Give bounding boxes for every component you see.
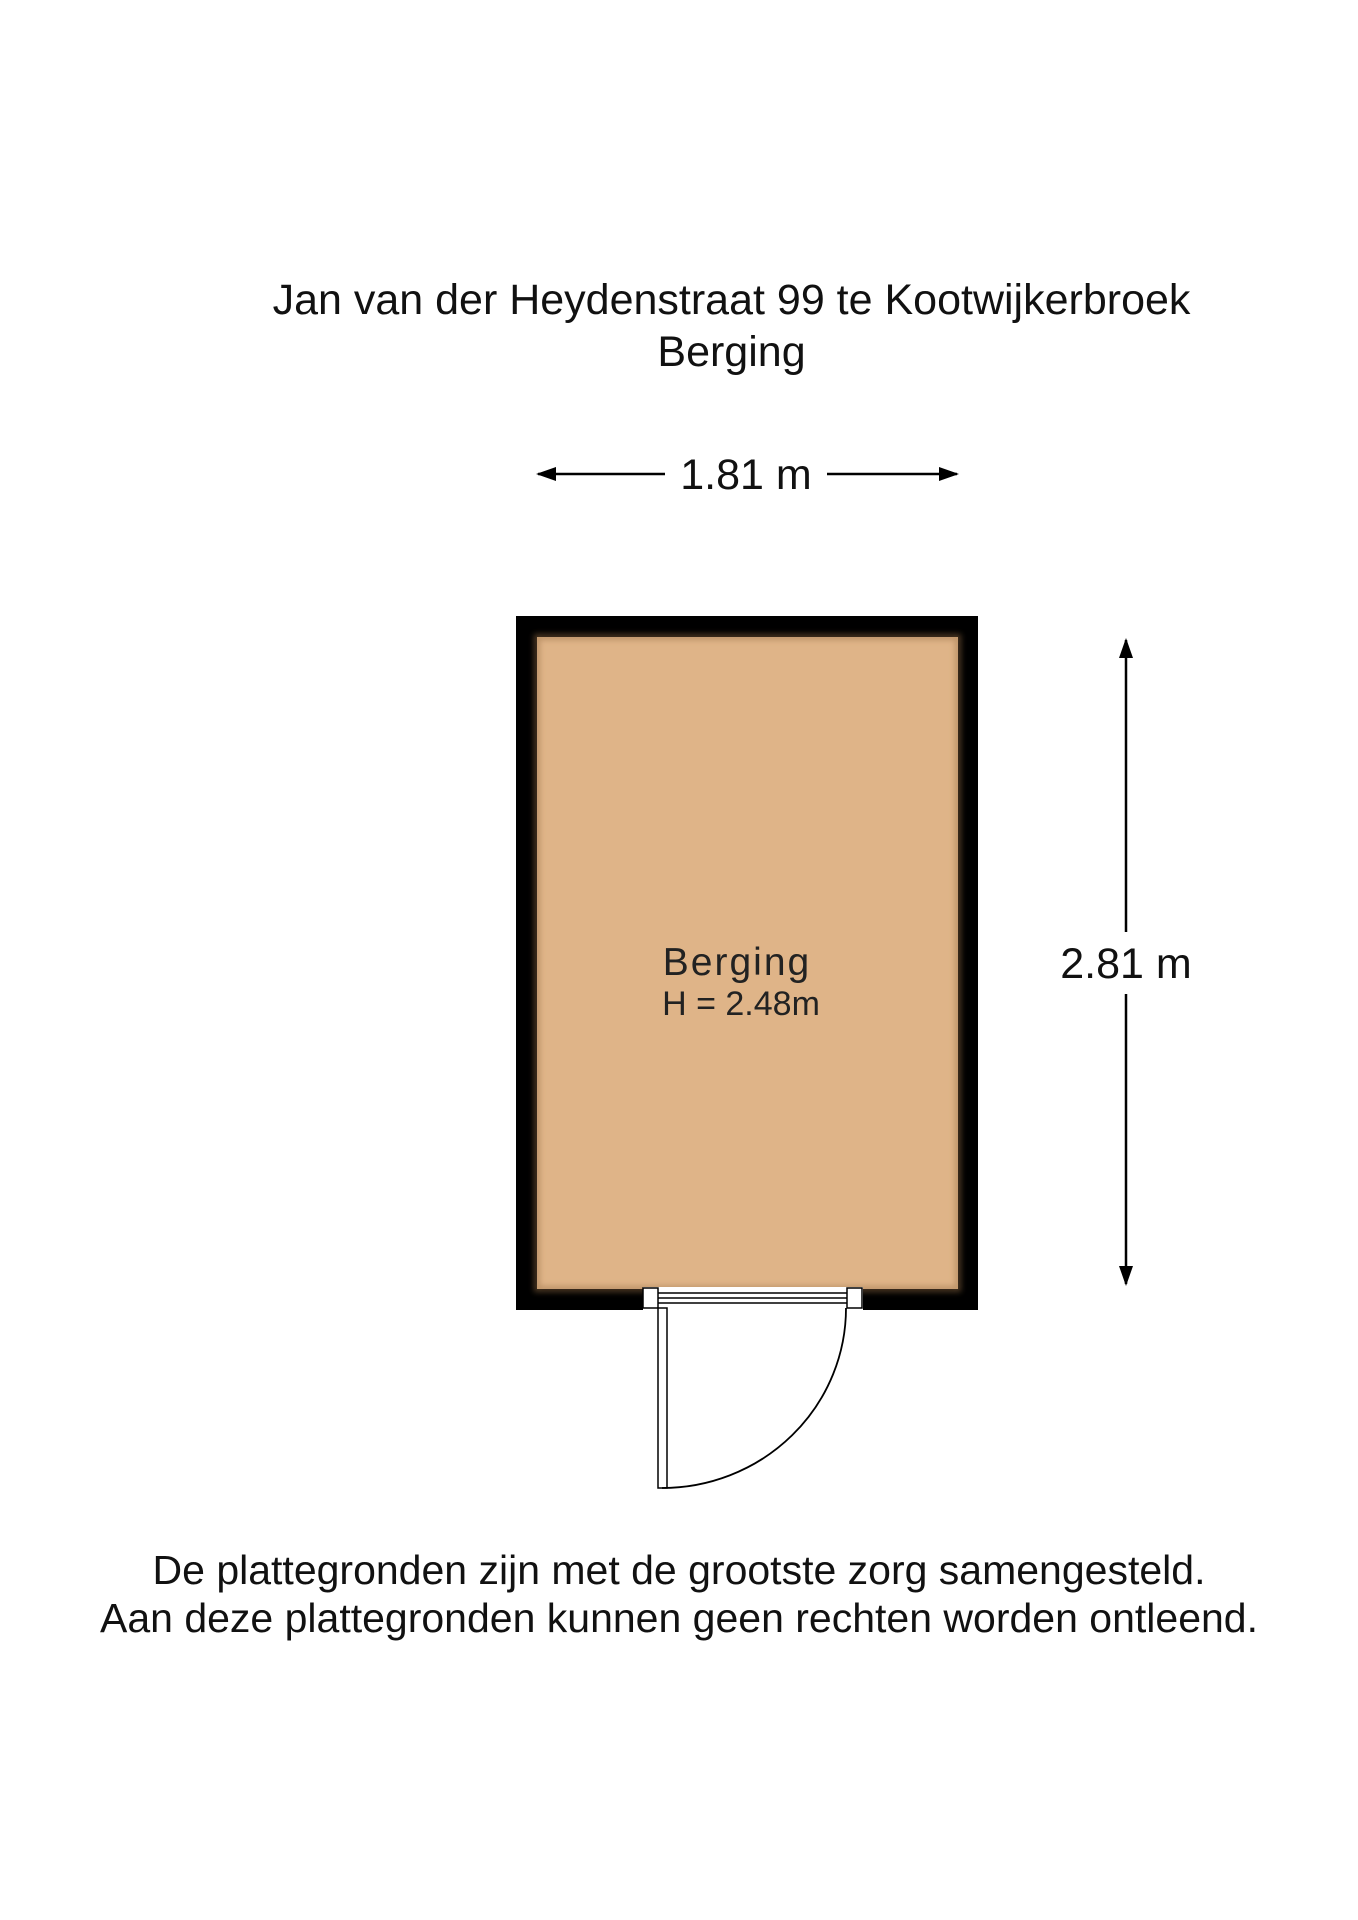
plan-floor-title: Berging xyxy=(657,328,806,376)
room-height: H = 2.48m xyxy=(662,985,820,1023)
plan-address-title: Jan van der Heydenstraat 99 te Kootwijkerbroek xyxy=(272,276,1191,324)
disclaimer-line-1: De plattegronden zijn met de grootste zorg samengesteld. xyxy=(152,1547,1206,1593)
door-frame-right xyxy=(847,1288,862,1308)
depth-label: 2.81 m xyxy=(1060,940,1192,988)
room-name: Berging xyxy=(662,941,812,984)
depth-dimension xyxy=(1060,640,1191,1284)
door-frame-left xyxy=(643,1288,658,1308)
width-label: 1.81 m xyxy=(680,451,812,499)
disclaimer-line-2: Aan deze plattegronden kunnen geen rechten worden ontleend. xyxy=(99,1595,1258,1641)
door-leaf xyxy=(658,1308,667,1488)
door xyxy=(643,1287,863,1488)
width-dimension xyxy=(538,451,957,499)
door-swing-arc xyxy=(662,1308,846,1488)
